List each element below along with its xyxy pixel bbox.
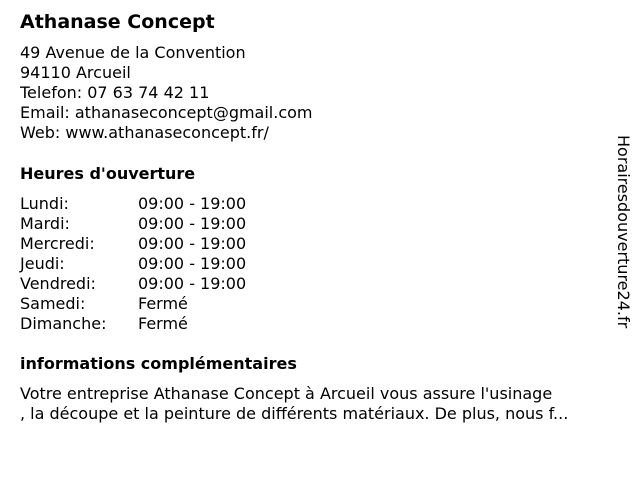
day-hours: Fermé [138, 294, 188, 313]
day-label: Lundi: [20, 194, 69, 213]
address-street: 49 Avenue de la Convention [20, 43, 246, 62]
hours-table [20, 194, 246, 334]
phone-text: Telefon: 07 63 74 42 11 [20, 83, 210, 102]
day-hours: 09:00 - 19:00 [138, 214, 247, 233]
day-label: Jeudi: [20, 254, 65, 273]
info-title: informations complémentaires [20, 354, 297, 373]
business-name: Athanase Concept [20, 11, 215, 33]
day-hours: 09:00 - 19:00 [138, 254, 247, 273]
hours-row-tuesday [20, 214, 246, 234]
description-text [20, 384, 620, 424]
hours-row-thursday [20, 254, 246, 274]
day-label: Mercredi: [20, 234, 95, 253]
hours-row-friday [20, 274, 246, 294]
day-label: Samedi: [20, 294, 86, 313]
day-hours: Fermé [138, 314, 188, 333]
description-line-1: Votre entreprise Athanase Concept à Arcueil vous assure l'usinage [20, 384, 553, 403]
site-watermark: Horairesdouverture24.fr [614, 135, 633, 329]
email-text: Email: athanaseconcept@gmail.com [20, 103, 313, 122]
day-label: Mardi: [20, 214, 70, 233]
address-city: 94110 Arcueil [20, 63, 131, 82]
day-hours: 09:00 - 19:00 [138, 274, 247, 293]
hours-row-saturday [20, 294, 246, 314]
web-text: Web: www.athanaseconcept.fr/ [20, 123, 269, 142]
hours-row-monday [20, 194, 246, 214]
contact-block [20, 43, 313, 143]
day-hours: 09:00 - 19:00 [138, 194, 247, 213]
hours-title: Heures d'ouverture [20, 164, 196, 183]
hours-row-sunday [20, 314, 246, 334]
day-label: Dimanche: [20, 314, 107, 333]
day-hours: 09:00 - 19:00 [138, 234, 247, 253]
hours-row-wednesday [20, 234, 246, 254]
day-label: Vendredi: [20, 274, 96, 293]
description-line-2: , la découpe et la peinture de différents matériaux. De plus, nous f... [20, 404, 569, 423]
